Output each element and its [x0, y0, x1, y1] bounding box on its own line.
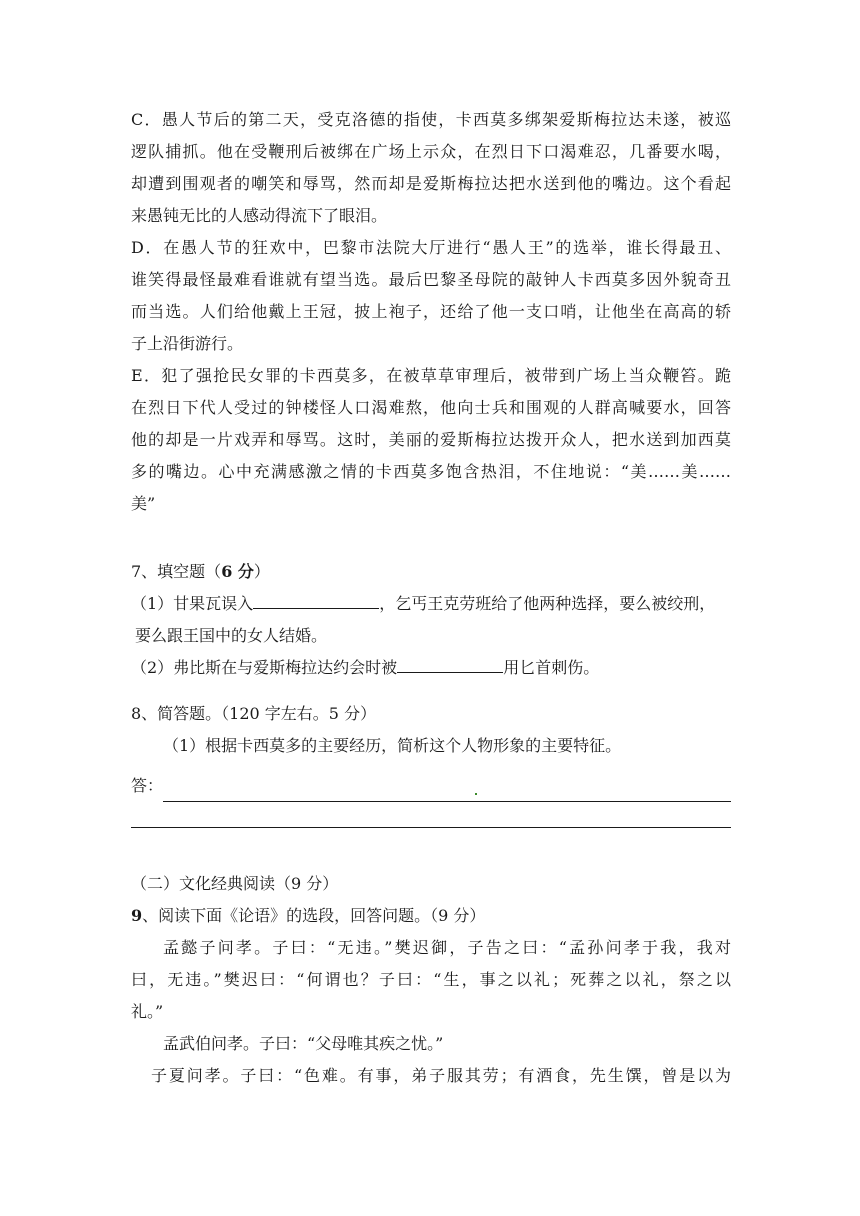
answer-line[interactable] — [163, 779, 731, 802]
item-text: ，乞丐王克劳班给了他两种选择，要么被绞刑， — [379, 594, 716, 613]
text-line: 逻队捕抓。他在受鞭刑后被绑在广场上示众，在烈日下口渴难忍，几番要水喝， — [131, 142, 731, 161]
question-7-item-2 — [131, 652, 731, 684]
answer-row — [131, 770, 731, 802]
option-e — [131, 360, 731, 520]
question-7-item-1-cont: 要么跟王国中的女人结婚。 — [135, 626, 328, 645]
option-d — [131, 232, 731, 360]
question-8-item-1: （1）根据卡西莫多的主要经历，简析这个人物形象的主要特征。 — [163, 736, 622, 755]
text-line: D．在愚人节的狂欢中，巴黎市法院大厅进行“愚人王”的选举，谁长得最丑、 — [131, 238, 731, 257]
text-line: 美” — [131, 494, 156, 513]
passage-line: 孟懿子问孝。子曰：“无违。”樊迟御，子告之曰：“孟孙问孝于我，我对 — [163, 938, 731, 957]
item-text: （2）弗比斯在与爱斯梅拉达约会时被 — [131, 658, 398, 677]
question-number: 9 — [131, 906, 143, 925]
item-text: 用匕首刺伤。 — [503, 658, 600, 677]
item-text: （1）甘果瓦误入 — [131, 594, 254, 613]
text-line: 子上沿街游行。 — [131, 334, 244, 353]
score: 6 分 — [221, 562, 254, 581]
passage-line: 子夏问孝。子曰：“色难。有事，弟子服其劳；有酒食，先生馔，曾是以为 — [151, 1066, 731, 1085]
text-line: 他的却是一片戏弄和辱骂。这时，美丽的爱斯梅拉达拨开众人，把水送到加西莫 — [131, 430, 731, 449]
passage-line: 曰，无违。”樊迟曰：“何谓也？子曰：“生，事之以礼；死葬之以礼，祭之以 — [131, 970, 731, 989]
question-7-title — [131, 556, 731, 588]
text-line: 多的嘴边。心中充满感激之情的卡西莫多饱含热泪，不住地说：“美……美…… — [131, 462, 731, 481]
question-9 — [131, 900, 731, 1092]
text-line: 而当选。人们给他戴上王冠，披上袍子，还给了他一支口哨，让他坐在高高的轿 — [131, 302, 731, 321]
title-text: 、阅读下面《论语》的选段，回答问题。（9 分） — [142, 906, 486, 925]
page-content — [131, 104, 731, 1092]
text-line: C．愚人节后的第二天，受克洛德的指使，卡西莫多绑架爱斯梅拉达未遂，被巡 — [131, 110, 731, 129]
title-suffix: ） — [253, 562, 270, 581]
question-7 — [131, 556, 731, 684]
fill-in-blank[interactable] — [253, 588, 379, 609]
text-line: E．犯了强抢民女罪的卡西莫多，在被草草审理后，被带到广场上当众鞭笞。跪 — [131, 366, 731, 385]
text-line: 在烈日下代人受过的钟楼怪人口渴难熬，他向士兵和围观的人群高喊要水，回答 — [131, 398, 731, 417]
question-8 — [131, 698, 731, 828]
question-8-title: 8、简答题。（120 字左右。5 分） — [131, 704, 377, 723]
passage-line: 礼。” — [131, 1002, 164, 1021]
question-7-item-1 — [131, 588, 731, 620]
stray-mark — [475, 793, 477, 795]
passage-line: 孟武伯问孝。子曰：“父母唯其疾之忧。” — [163, 1034, 444, 1053]
text-line: 谁笑得最怪最难看谁就有望当选。最后巴黎圣母院的敲钟人卡西莫多因外貌奇丑 — [131, 270, 731, 289]
section-2-title: （二）文化经典阅读（9 分） — [131, 874, 339, 893]
text-line: 却遭到围观者的嘲笑和辱骂，然而却是爱斯梅拉达把水送到他的嘴边。这个看起 — [131, 174, 731, 193]
text-line: 来愚钝无比的人感动得流下了眼泪。 — [131, 206, 388, 225]
answer-label: 答： — [131, 776, 164, 795]
title-prefix: 7、填空题（ — [131, 562, 222, 581]
option-c — [131, 104, 731, 232]
question-9-title — [131, 900, 731, 932]
fill-in-blank[interactable] — [397, 652, 503, 673]
